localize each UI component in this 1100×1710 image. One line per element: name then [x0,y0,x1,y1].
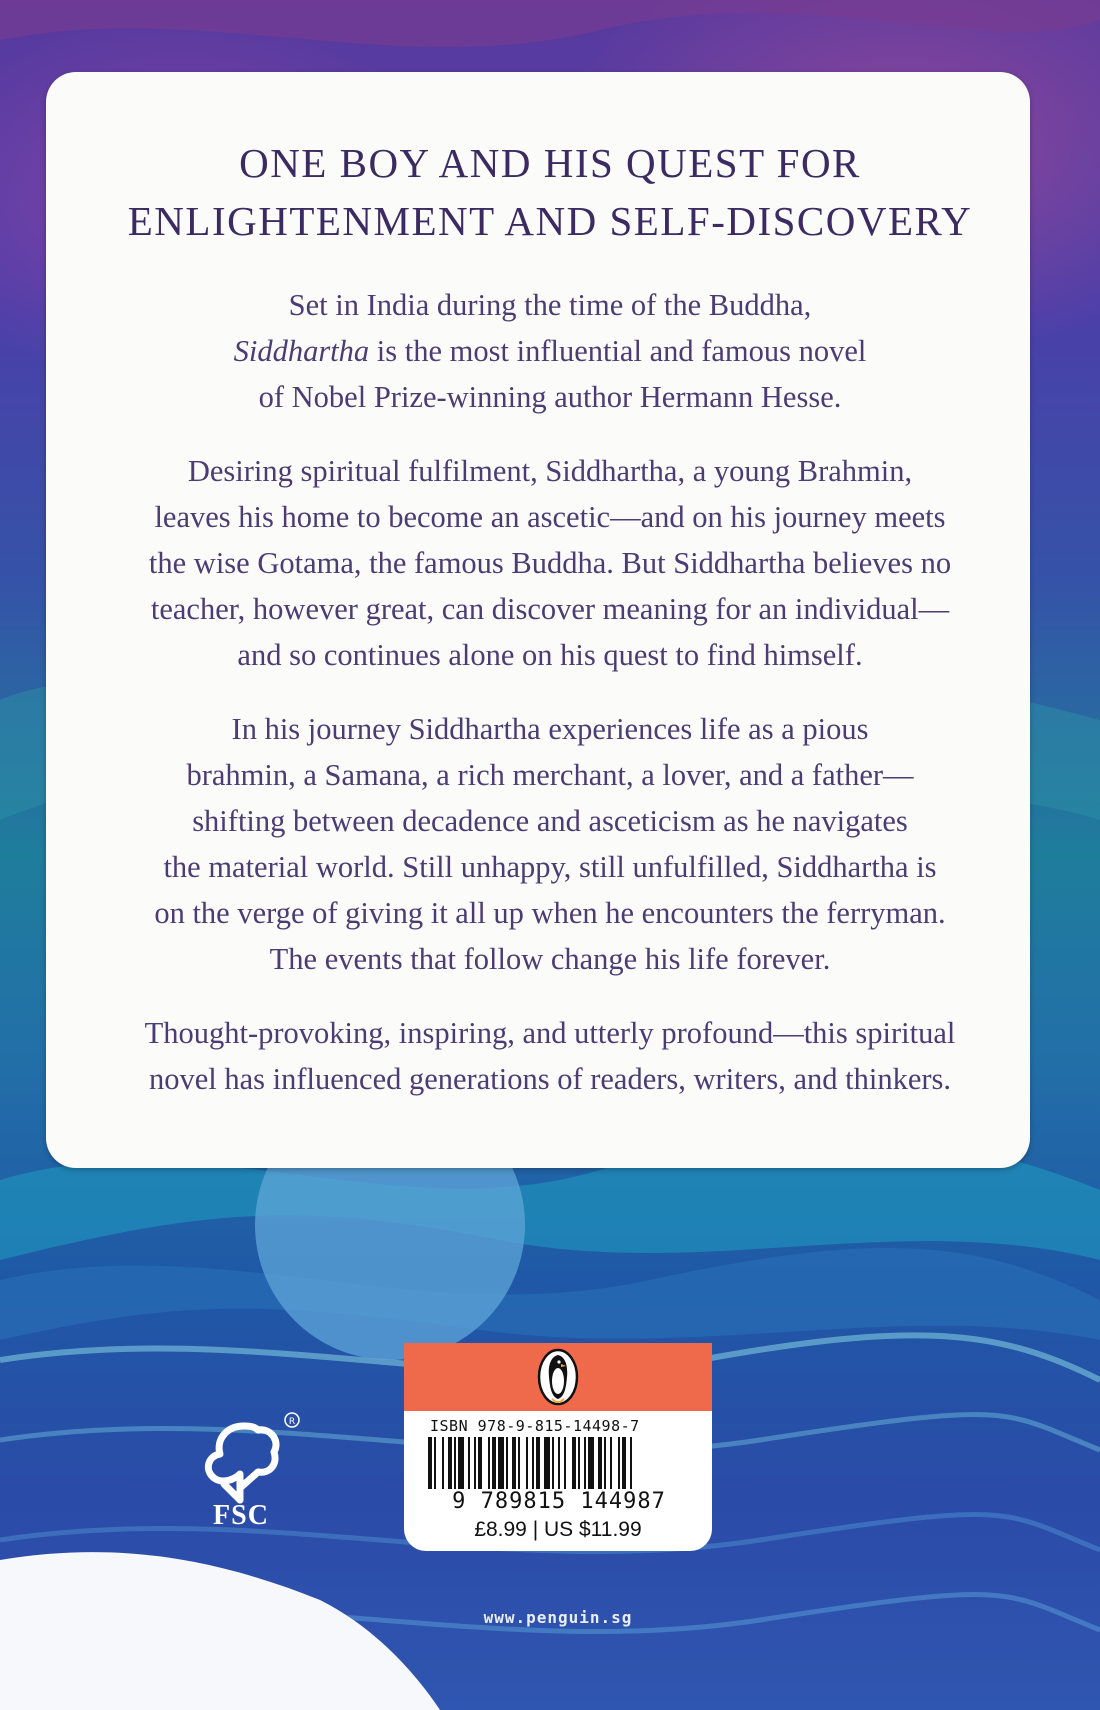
blurb-line: Set in India during the time of the Buddha, [288,288,812,322]
publisher-website: www.penguin.sg [483,1608,633,1627]
svg-text:R: R [288,1417,296,1427]
genre-label: Fiction [406,1418,427,1472]
barcode-digits: 9 789815 144987 [428,1489,690,1514]
blurb-paragraph-2 [80,448,1020,678]
blurb-line: shifting between decadence and asceticism as he navigates [192,804,908,838]
blurb-line: the material world. Still unhappy, still unfulfilled, Siddhartha is [163,850,937,884]
blurb-line-rest: is the most influential and famous novel [369,334,867,368]
blurb-line: of Nobel Prize-winning author Hermann Hesse. [258,380,842,414]
blurb-paragraph-3 [80,706,1020,982]
price-label: £8.99 | US $11.99 [474,1518,642,1541]
sticker-publisher-band [404,1343,712,1411]
blurb-line: teacher, however great, can discover meaning for an individual— [150,592,950,626]
blurb-line: on the verge of giving it all up when he encounters the ferryman. [154,896,946,930]
blurb-line: the wise Gotama, the famous Buddha. But Siddhartha believes no [148,546,952,580]
blurb-paragraph-1 [80,282,1020,420]
blurb-line: In his journey Siddhartha experiences life as a pious [231,712,869,746]
blurb-line: brahmin, a Samana, a rich merchant, a lover, and a father— [186,758,914,792]
headline-line: ONE BOY AND HIS QUEST FOR [239,140,861,186]
blurb-line: Desiring spiritual fulfilment, Siddhartha, a young Brahmin, [187,454,913,488]
fsc-label: FSC [213,1500,269,1531]
blurb-line: leaves his home to become an ascetic—and on his journey meets [154,500,946,534]
penguin-logo-icon [536,1347,580,1407]
book-title: Siddhartha [233,334,370,368]
isbn-text: ISBN 978-9-815-14498-7 [430,1417,640,1435]
blurb-line: Thought-provoking, inspiring, and utterly profound—this spiritual [144,1016,956,1050]
blurb-line [80,328,1020,374]
blurb-paragraph-4 [80,1010,1020,1102]
blurb-line: and so continues alone on his quest to find himself. [237,638,863,672]
headline [0,134,1100,250]
headline-line: ENLIGHTENMENT AND SELF-DISCOVERY [127,198,973,244]
blurb-line: The events that follow change his life forever. [269,942,831,976]
price-barcode-sticker [404,1343,712,1551]
blurb-line: novel has influenced generations of readers, writers, and thinkers. [148,1062,952,1096]
